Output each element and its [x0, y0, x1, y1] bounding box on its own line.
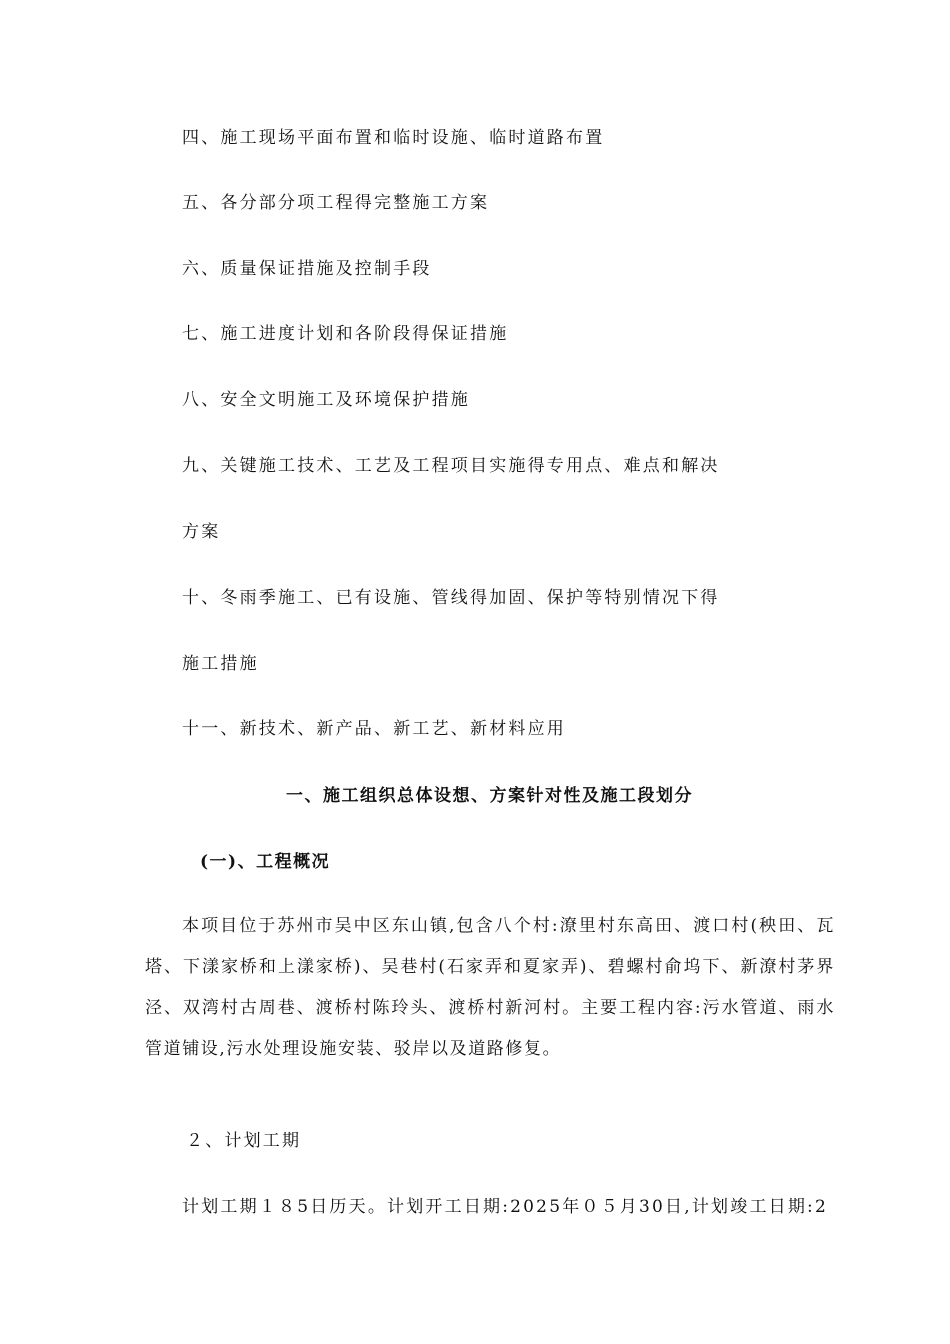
- subsection-title-schedule: ２、计划工期: [186, 1131, 302, 1151]
- toc-item-9-line2: 方案: [182, 522, 221, 542]
- section-title: 一、施工组织总体设想、方案针对性及施工段划分: [286, 786, 693, 806]
- toc-item-10-line1: 十、冬雨季施工、已有设施、管线得加固、保护等特别情况下得: [182, 588, 720, 608]
- toc-item-10-line2: 施工措施: [182, 654, 259, 674]
- toc-item-4: 四、施工现场平面布置和临时设施、临时道路布置: [182, 128, 605, 148]
- schedule-paragraph: 计划工期１８5日历天。计划开工日期:2025年０５月30日,计划竣工日期:2: [182, 1197, 828, 1217]
- toc-item-8: 八、安全文明施工及环境保护措施: [182, 390, 470, 410]
- toc-item-6: 六、质量保证措施及控制手段: [182, 259, 432, 279]
- overview-paragraph: 本项目位于苏州市吴中区东山镇,包含八个村:潦里村东高田、渡口村(秧田、瓦塔、下漾家桥和上漾家桥)、吴巷村(石家弄和夏家弄)、碧螺村俞坞下、新潦村茅界泾、双湾村古周巷、渡桥村陈玲头、渡桥村新河村。主要工程内容:污水管道、雨水管道铺设,污水处理设施安装、驳岸以及道路修复。: [145, 916, 835, 1059]
- toc-item-9-line1: 九、关键施工技术、工艺及工程项目实施得专用点、难点和解决: [182, 456, 720, 476]
- toc-item-7: 七、施工进度计划和各阶段得保证措施: [182, 324, 509, 344]
- toc-item-11: 十一、新技术、新产品、新工艺、新材料应用: [182, 719, 566, 739]
- toc-item-5: 五、各分部分项工程得完整施工方案: [182, 193, 490, 213]
- subsection-title-overview: (一)、工程概况: [200, 852, 331, 872]
